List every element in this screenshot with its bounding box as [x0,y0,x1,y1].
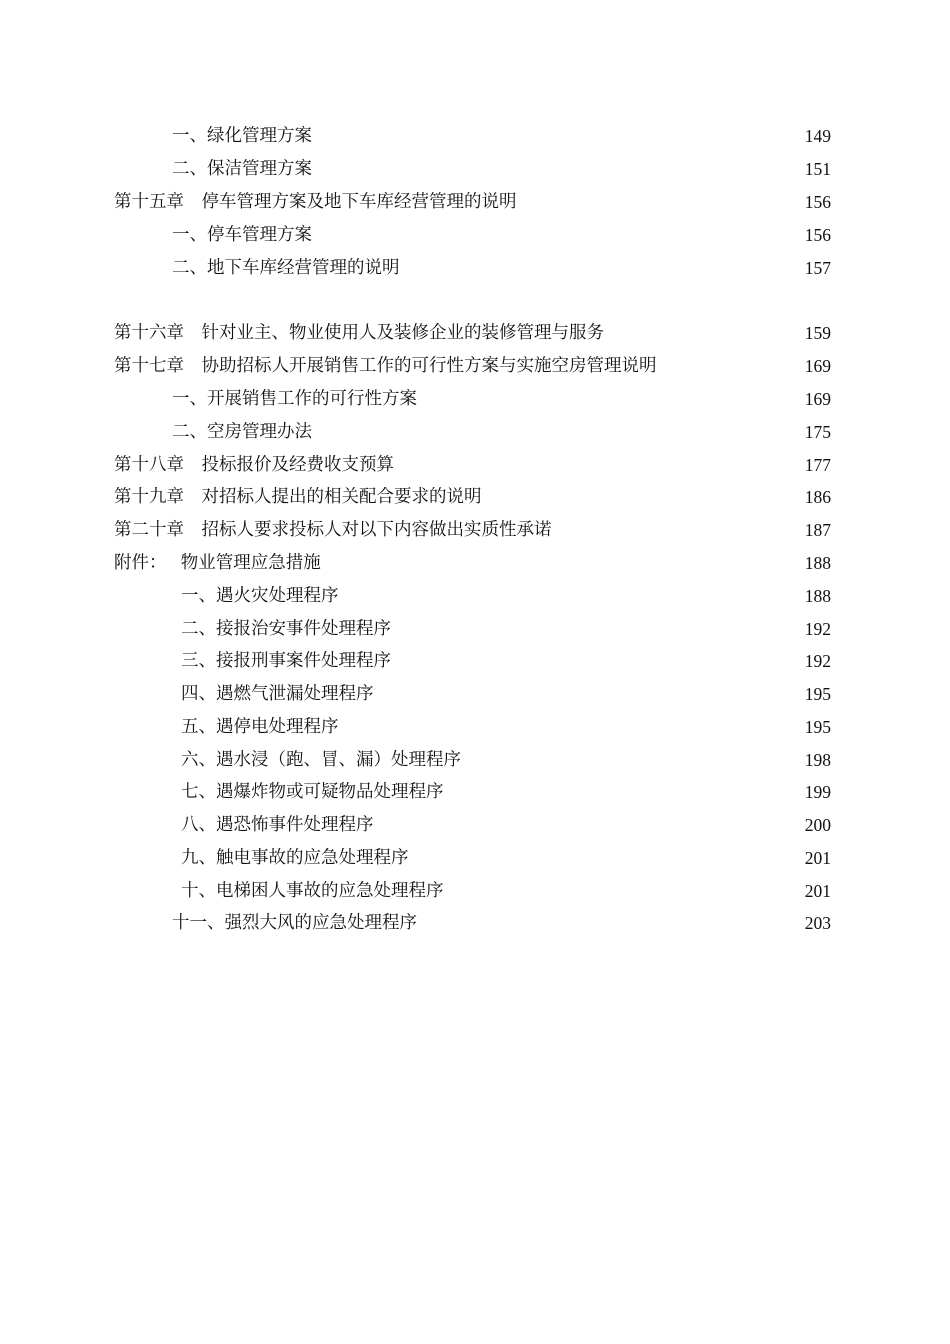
toc-entry-page: 149 [804,126,831,146]
toc-entry-title: 五、遇停电处理程序 [181,717,339,737]
toc-entry-title: 一、开展销售工作的可行性方案 [172,389,417,409]
toc-entry [0,582,831,610]
toc-entry-page: 156 [804,192,831,212]
toc-entry-title: 九、触电事故的应急处理程序 [181,848,409,868]
toc-entry-page: 169 [804,389,831,409]
toc-entry-title: 八、遇恐怖事件处理程序 [181,815,374,835]
toc-entry-page: 195 [804,684,831,704]
toc-entry-title: 十、电梯困人事故的应急处理程序 [181,881,444,901]
toc-entry [0,909,831,937]
toc-entry [0,680,831,708]
toc-entry-title: 七、遇爆炸物或可疑物品处理程序 [181,782,444,802]
toc-entry-page: 200 [804,815,831,835]
toc-entry [0,713,831,741]
toc-chapter [0,188,831,216]
toc-entry-title: 第十七章 协助招标人开展销售工作的可行性方案与实施空房管理说明 [114,356,657,376]
toc-entry-page: 177 [804,455,831,475]
toc-entry-title: 一、停车管理方案 [172,225,312,245]
toc-entry-page: 169 [804,356,831,376]
toc-entry-title: 第十六章 针对业主、物业使用人及装修企业的装修管理与服务 [114,323,604,343]
toc-entry-page: 188 [804,553,831,573]
toc-entry-page: 159 [804,323,831,343]
toc-entry-title: 十一、强烈大风的应急处理程序 [172,913,417,933]
toc-entry [0,122,831,150]
toc-entry-page: 201 [804,848,831,868]
toc-entry [0,221,831,249]
toc-entry-page: 192 [804,651,831,671]
toc-entry-page: 187 [804,520,831,540]
toc-entry [0,844,831,872]
toc-entry-title: 第十五章 停车管理方案及地下车库经营管理的说明 [114,192,517,212]
toc-entry-title: 二、地下车库经营管理的说明 [172,258,400,278]
toc-entry-title: 二、接报治安事件处理程序 [181,619,391,639]
toc-entry-title: 二、保洁管理方案 [172,159,312,179]
toc-chapter [0,319,831,347]
toc-entry-page: 195 [804,717,831,737]
toc-chapter [0,483,831,511]
toc-entry [0,254,831,282]
toc-entry-title: 一、遇火灾处理程序 [181,586,339,606]
toc-entry-page: 201 [804,881,831,901]
toc-entry [0,385,831,413]
toc-entry-title: 二、空房管理办法 [172,422,312,442]
toc-entry-page: 151 [804,159,831,179]
toc-entry-title: 第二十章 招标人要求投标人对以下内容做出实质性承诺 [114,520,552,540]
toc-entry-title: 六、遇水浸（跑、冒、漏）处理程序 [181,750,461,770]
toc-entry [0,811,831,839]
toc-entry [0,418,831,446]
toc-entry-page: 157 [804,258,831,278]
toc-entry [0,746,831,774]
toc-entry-title: 三、接报刑事案件处理程序 [181,651,391,671]
toc-entry-page: 192 [804,619,831,639]
toc-entry-title: 第十九章 对招标人提出的相关配合要求的说明 [114,487,482,507]
toc-entry [0,877,831,905]
toc-chapter [0,516,831,544]
toc-entry-title: 第十八章 投标报价及经费收支预算 [114,455,394,475]
toc-entry-page: 198 [804,750,831,770]
toc-entry [0,615,831,643]
toc-chapter [0,451,831,479]
toc-entry-page: 199 [804,782,831,802]
toc-entry-title: 一、绿化管理方案 [172,126,312,146]
toc-entry-page: 175 [804,422,831,442]
toc-entry-title: 附件： 物业管理应急措施 [114,553,321,573]
toc-entry [0,778,831,806]
toc-entry-title: 四、遇燃气泄漏处理程序 [181,684,374,704]
toc-entry-page: 188 [804,586,831,606]
toc-entry-page: 203 [804,913,831,933]
toc-entry-page: 156 [804,225,831,245]
toc-entry-page: 186 [804,487,831,507]
toc-entry [0,647,831,675]
toc-entry [0,155,831,183]
toc-chapter [0,352,831,380]
toc-appendix [0,549,831,577]
